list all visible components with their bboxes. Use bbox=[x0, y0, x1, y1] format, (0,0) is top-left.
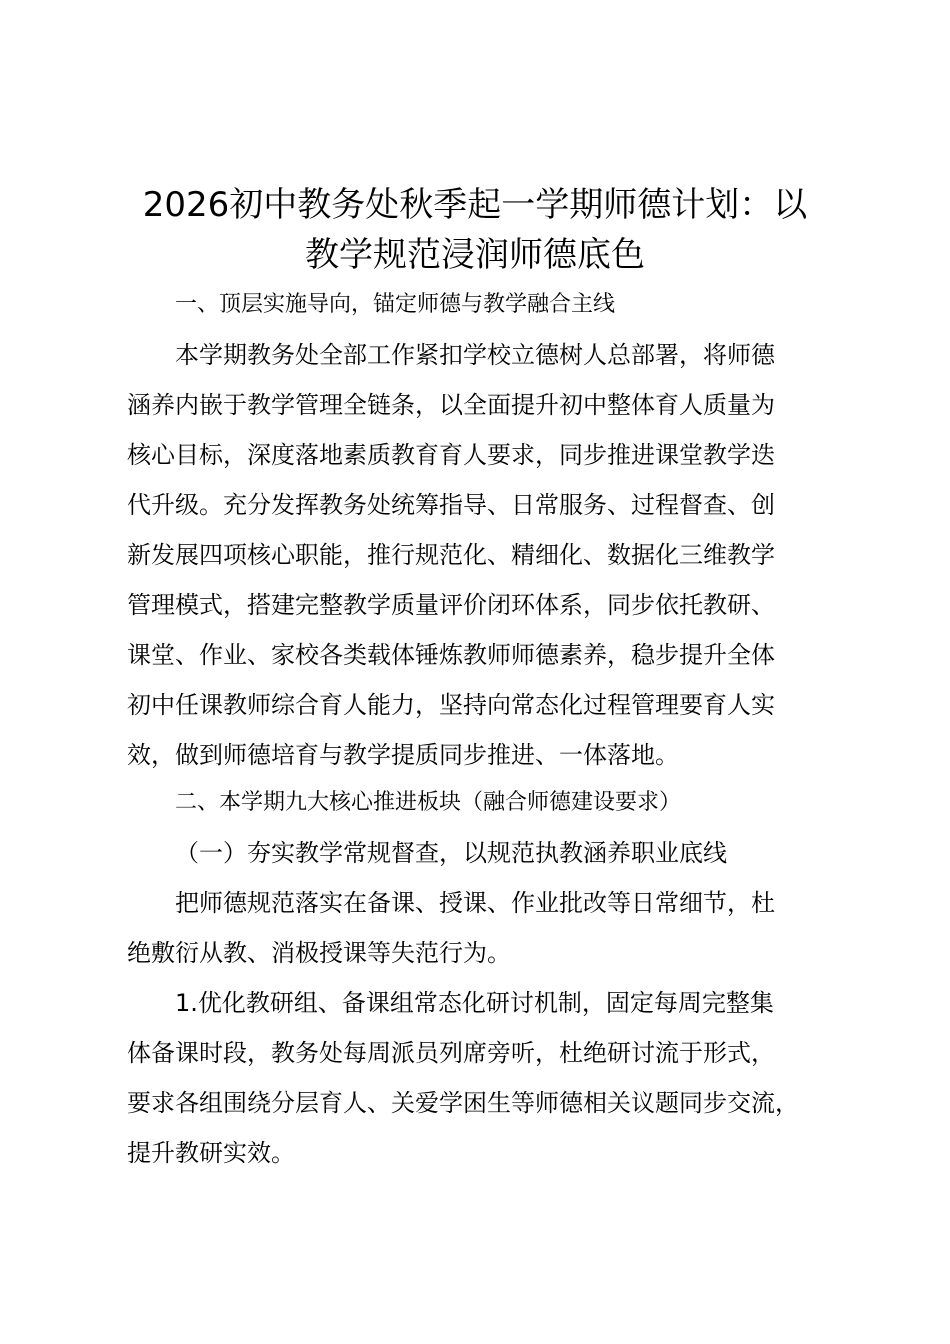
section-heading-1: 一、顶层实施导向，锚定师德与教学融合主线 bbox=[175, 292, 616, 317]
paragraph-line: 本学期教务处全部工作紧扣学校立德树人总部署，将师德 bbox=[175, 341, 775, 369]
paragraph-line: 代升级。充分发挥教务处统筹指导、日常服务、过程督查、创 bbox=[127, 491, 775, 519]
paragraph-line: 核心目标，深度落地素质教育育人要求，同步推进课堂教学迭 bbox=[127, 441, 775, 469]
paragraph-line: 管理模式，搭建完整教学质量评价闭环体系，同步依托教研、 bbox=[127, 591, 775, 619]
list-item-line: 提升教研实效。 bbox=[127, 1139, 295, 1167]
list-item-line: 1.优化教研组、备课组常态化研讨机制，固定每周完整集 bbox=[175, 989, 774, 1017]
paragraph-line: 绝敷衍从教、消极授课等失范行为。 bbox=[127, 939, 511, 967]
paragraph-line: 新发展四项核心职能，推行规范化、精细化、数据化三维教学 bbox=[127, 541, 775, 569]
paragraph-line: 课堂、作业、家校各类载体锤炼教师师德素养，稳步提升全体 bbox=[127, 641, 775, 669]
section-heading-2: 二、本学期九大核心推进板块（融合师德建设要求） bbox=[175, 790, 682, 815]
paragraph-line: 把师德规范落实在备课、授课、作业批改等日常细节，杜 bbox=[175, 889, 775, 917]
list-item-line: 要求各组围绕分层育人、关爱学困生等师德相关议题同步交流， bbox=[127, 1089, 799, 1117]
paragraph-line: 涵养内嵌于教学管理全链条，以全面提升初中整体育人质量为 bbox=[127, 391, 775, 419]
document-title-line-2: 教学规范浸润师德底色 bbox=[305, 235, 645, 275]
paragraph-line: 初中任课教师综合育人能力，坚持向常态化过程管理要育人实 bbox=[127, 691, 775, 719]
list-item-line: 体备课时段，教务处每周派员列席旁听，杜绝研讨流于形式， bbox=[127, 1039, 775, 1067]
document-title-line-1: 2026初中教务处秋季起一学期师德计划：以 bbox=[142, 185, 808, 225]
paragraph-line: 效，做到师德培育与教学提质同步推进、一体落地。 bbox=[127, 741, 679, 769]
subsection-heading: （一）夯实教学常规督查，以规范执教涵养职业底线 bbox=[175, 839, 727, 867]
